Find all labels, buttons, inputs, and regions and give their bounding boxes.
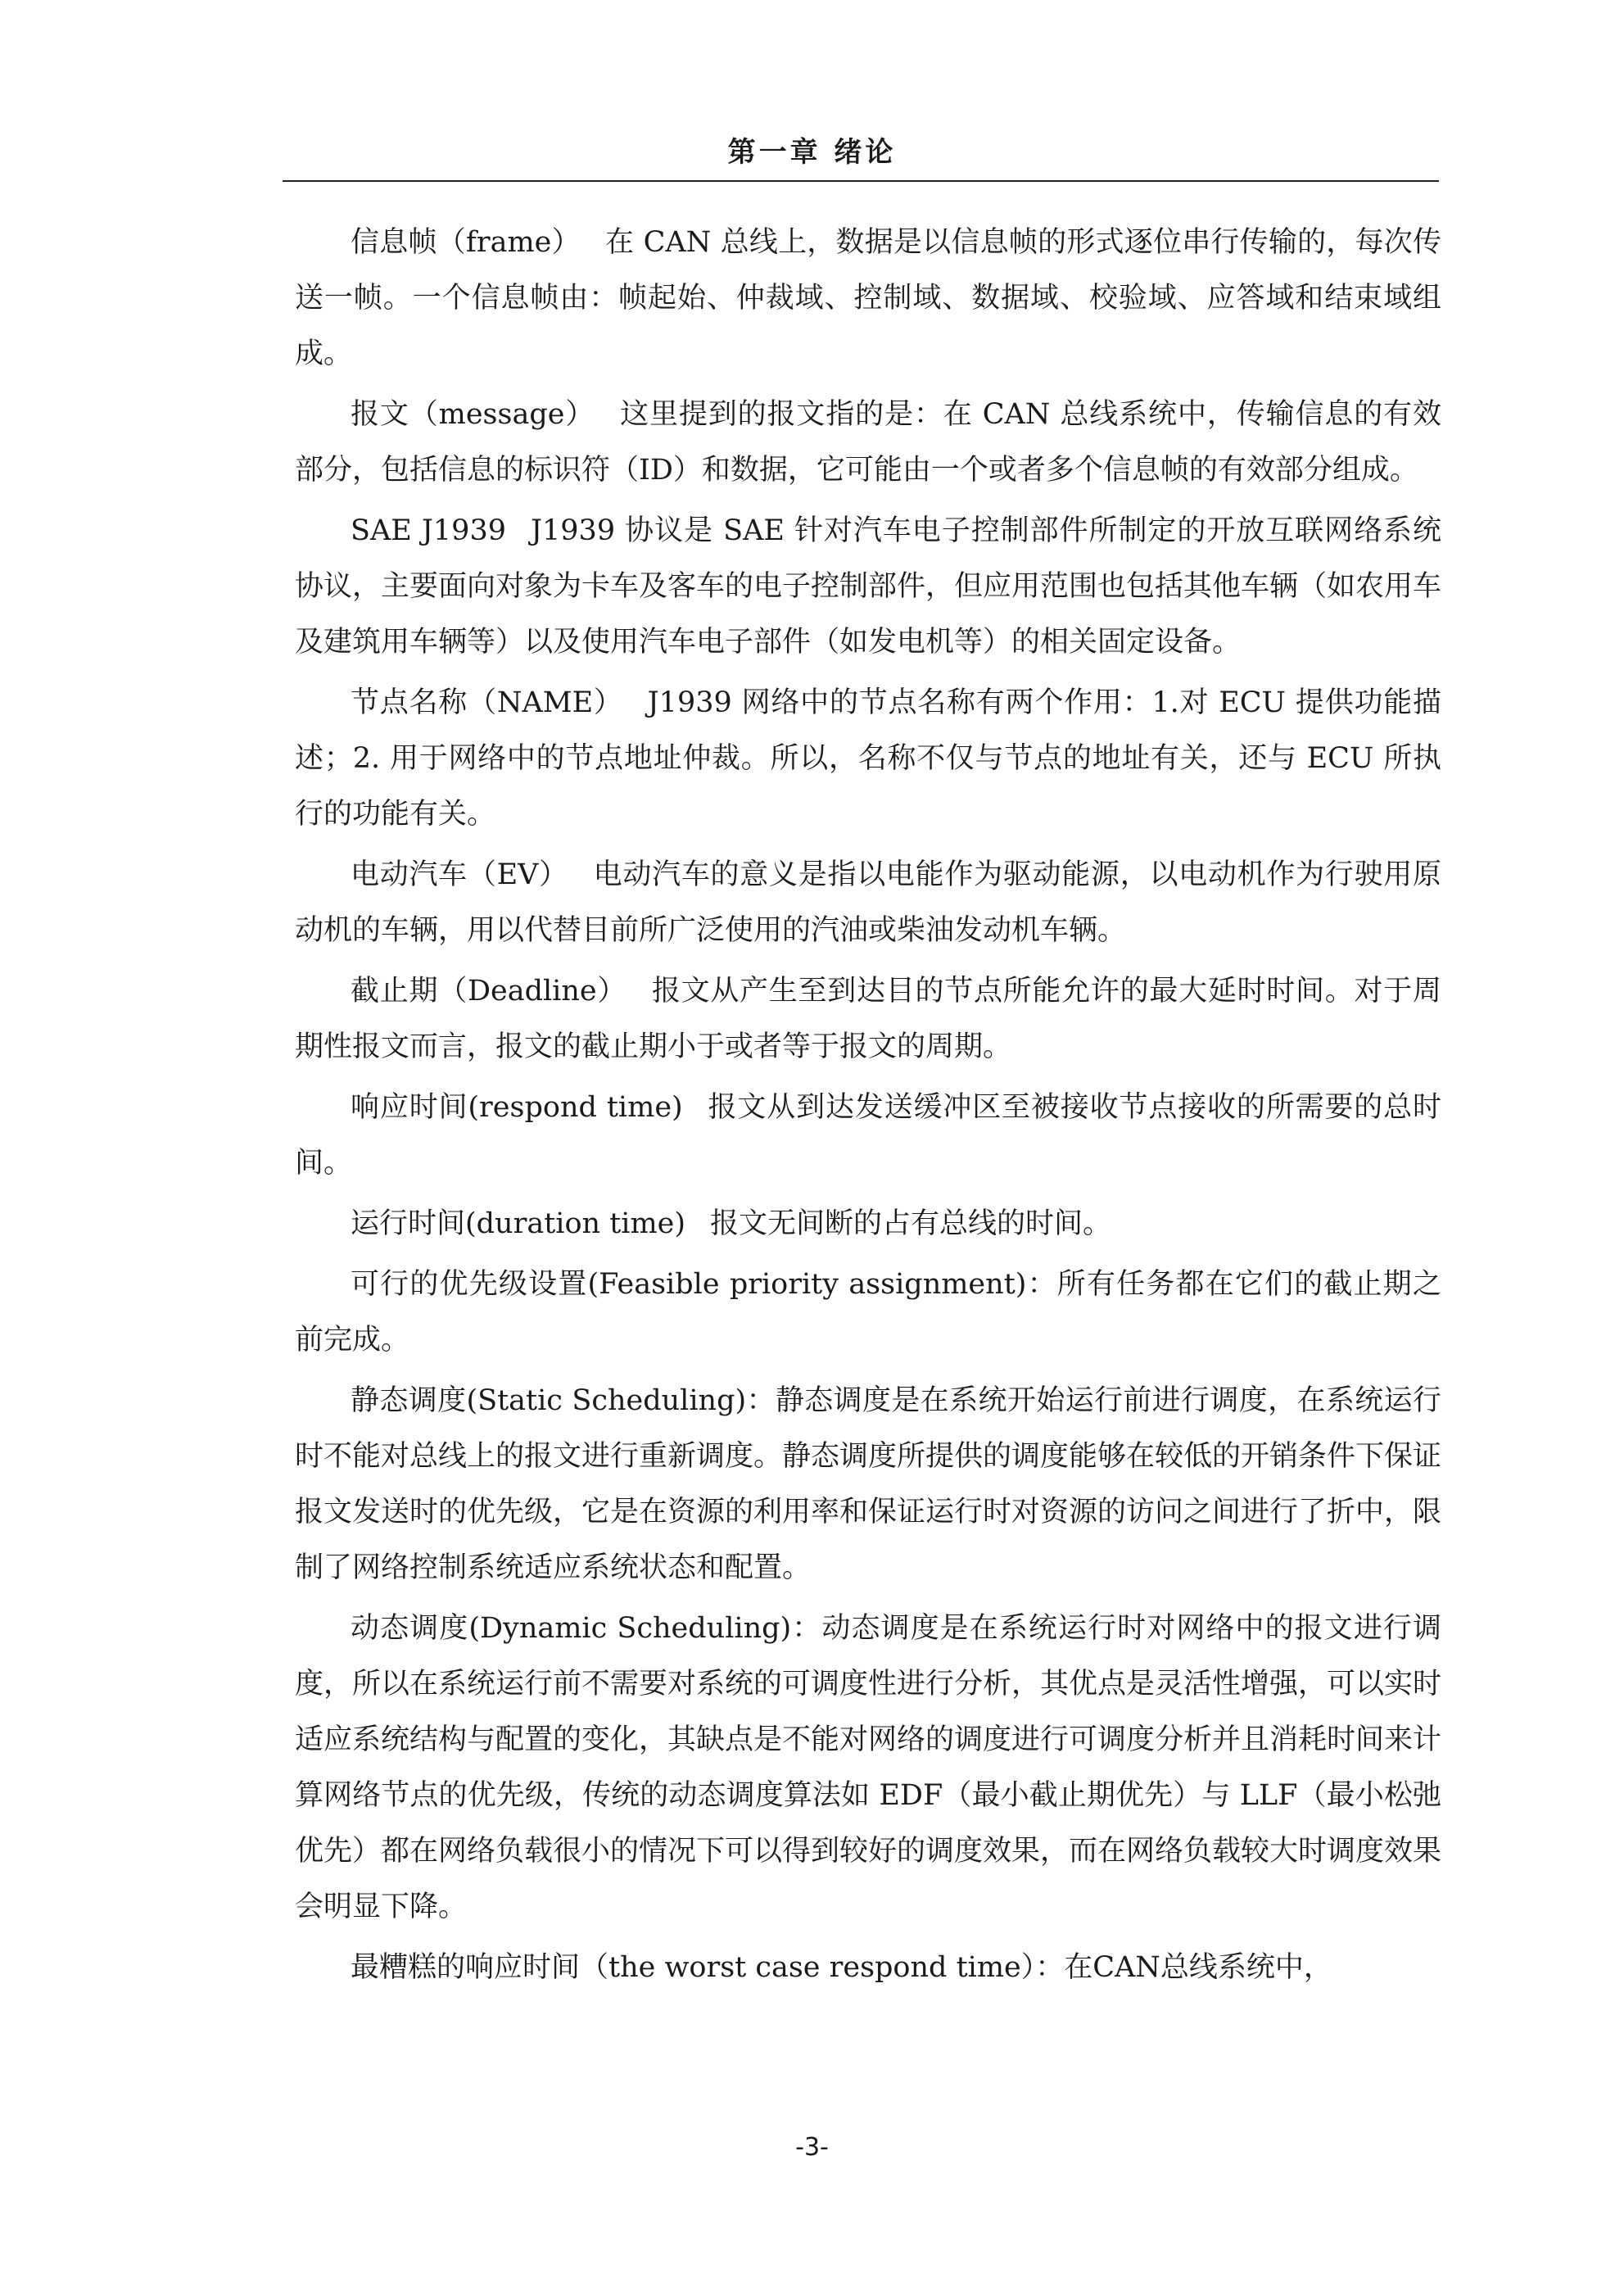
document-body <box>295 215 1441 1995</box>
term-definition: 电动汽车的意义是指以电能作为驱动能源，以电动机作为行驶用原动机的车辆，用以代替目前所广泛使用的汽油或柴油发动机车辆。 <box>295 858 1441 947</box>
term-label: 节点名称（NAME） <box>351 686 623 719</box>
term-definition: 所有任务都在它们的截止期之前完成。 <box>295 1268 1441 1356</box>
term-label: 可行的优先级设置(Feasible priority assignment)： <box>351 1268 1057 1301</box>
term-label: 动态调度(Dynamic Scheduling)： <box>351 1612 822 1645</box>
term-definition: J1939 网络中的节点名称有两个作用：1.对 ECU 提供功能描述；2. 用于网络中的节点地址仲裁。所以，名称不仅与节点的地址有关，还与 ECU 所执行的功能有关。 <box>295 686 1441 831</box>
page-number: -3- <box>795 2133 829 2162</box>
term-definition: 在CAN总线系统中， <box>1064 1951 1332 1984</box>
term-definition: 动态调度是在系统运行时对网络中的报文进行调度，所以在系统运行前不需要对系统的可调度性进行分析，其优点是灵活性增强，可以实时适应系统结构与配置的变化，其缺点是不能对网络的调度进行可调度分析并且消耗时间来计算网络节点的优先级，传统的动态调度算法如 EDF（最小截止期优先）与 LLF（最小松弛优先）都在网络负载很小的情况下可以得到较好的调度效果，而在网络负载较大时调度效果会明显下降。 <box>295 1612 1442 1923</box>
term-label: 运行时间(duration time) <box>351 1207 686 1240</box>
paragraph-dynamic-scheduling <box>295 1601 1441 1935</box>
paragraph-feasible-priority <box>295 1257 1441 1368</box>
paragraph-static-scheduling <box>295 1373 1441 1596</box>
paragraph-respond-time <box>295 1080 1441 1191</box>
term-definition: 报文从产生至到达目的节点所能允许的最大延时时间。对于周期性报文而言，报文的截止期小于或者等于报文的周期。 <box>295 975 1441 1063</box>
paragraph-node-name <box>295 675 1441 842</box>
paragraph-duration-time <box>295 1196 1441 1252</box>
term-label: SAE J1939 <box>351 514 506 547</box>
term-definition: J1939 协议是 SAE 针对汽车电子控制部件所制定的开放互联网络系统协议，主要面向对象为卡车及客车的电子控制部件，但应用范围也包括其他车辆（如农用车及建筑用车辆等）以及使用汽车电子部件（如发电机等）的相关固定设备。 <box>295 514 1442 659</box>
header-rule <box>283 180 1439 182</box>
term-label: 报文（message） <box>351 398 595 431</box>
term-label: 最糟糕的响应时间（the worst case respond time）： <box>351 1951 1065 1984</box>
paragraph-worst-case <box>295 1940 1441 1995</box>
paragraph-message <box>295 387 1441 498</box>
term-label: 静态调度(Static Scheduling)： <box>351 1384 776 1417</box>
chapter-header-title: 第一章 绪论 <box>727 136 897 169</box>
term-definition: 这里提到的报文指的是：在 CAN 总线系统中，传输信息的有效部分，包括信息的标识符（ID）和数据，它可能由一个或者多个信息帧的有效部分组成。 <box>295 398 1442 487</box>
term-definition: 在 CAN 总线上，数据是以信息帧的形式逐位串行传输的，每次传送一帧。一个信息帧由：帧起始、仲裁域、控制域、数据域、校验域、应答域和结束域组成。 <box>295 226 1441 370</box>
paragraph-ev <box>295 847 1441 958</box>
paragraph-frame <box>295 215 1441 382</box>
term-label: 信息帧（frame） <box>351 226 581 259</box>
term-label: 响应时间(respond time) <box>351 1091 683 1124</box>
term-label: 电动汽车（EV） <box>351 858 568 891</box>
paragraph-sae-j1939 <box>295 503 1441 670</box>
paragraph-deadline <box>295 963 1441 1075</box>
term-definition: 报文从到达发送缓冲区至被接收节点接收的所需要的总时间。 <box>295 1091 1441 1180</box>
term-definition: 静态调度是在系统开始运行前进行调度，在系统运行时不能对总线上的报文进行重新调度。静态调度所提供的调度能够在较低的开销条件下保证报文发送时的优先级，它是在资源的利用率和保证运行时对资源的访问之间进行了折中，限制了网络控制系统适应系统状态和配置。 <box>295 1384 1442 1584</box>
term-label: 截止期（Deadline） <box>351 975 627 1008</box>
term-definition: 报文无间断的占有总线的时间。 <box>710 1207 1112 1240</box>
